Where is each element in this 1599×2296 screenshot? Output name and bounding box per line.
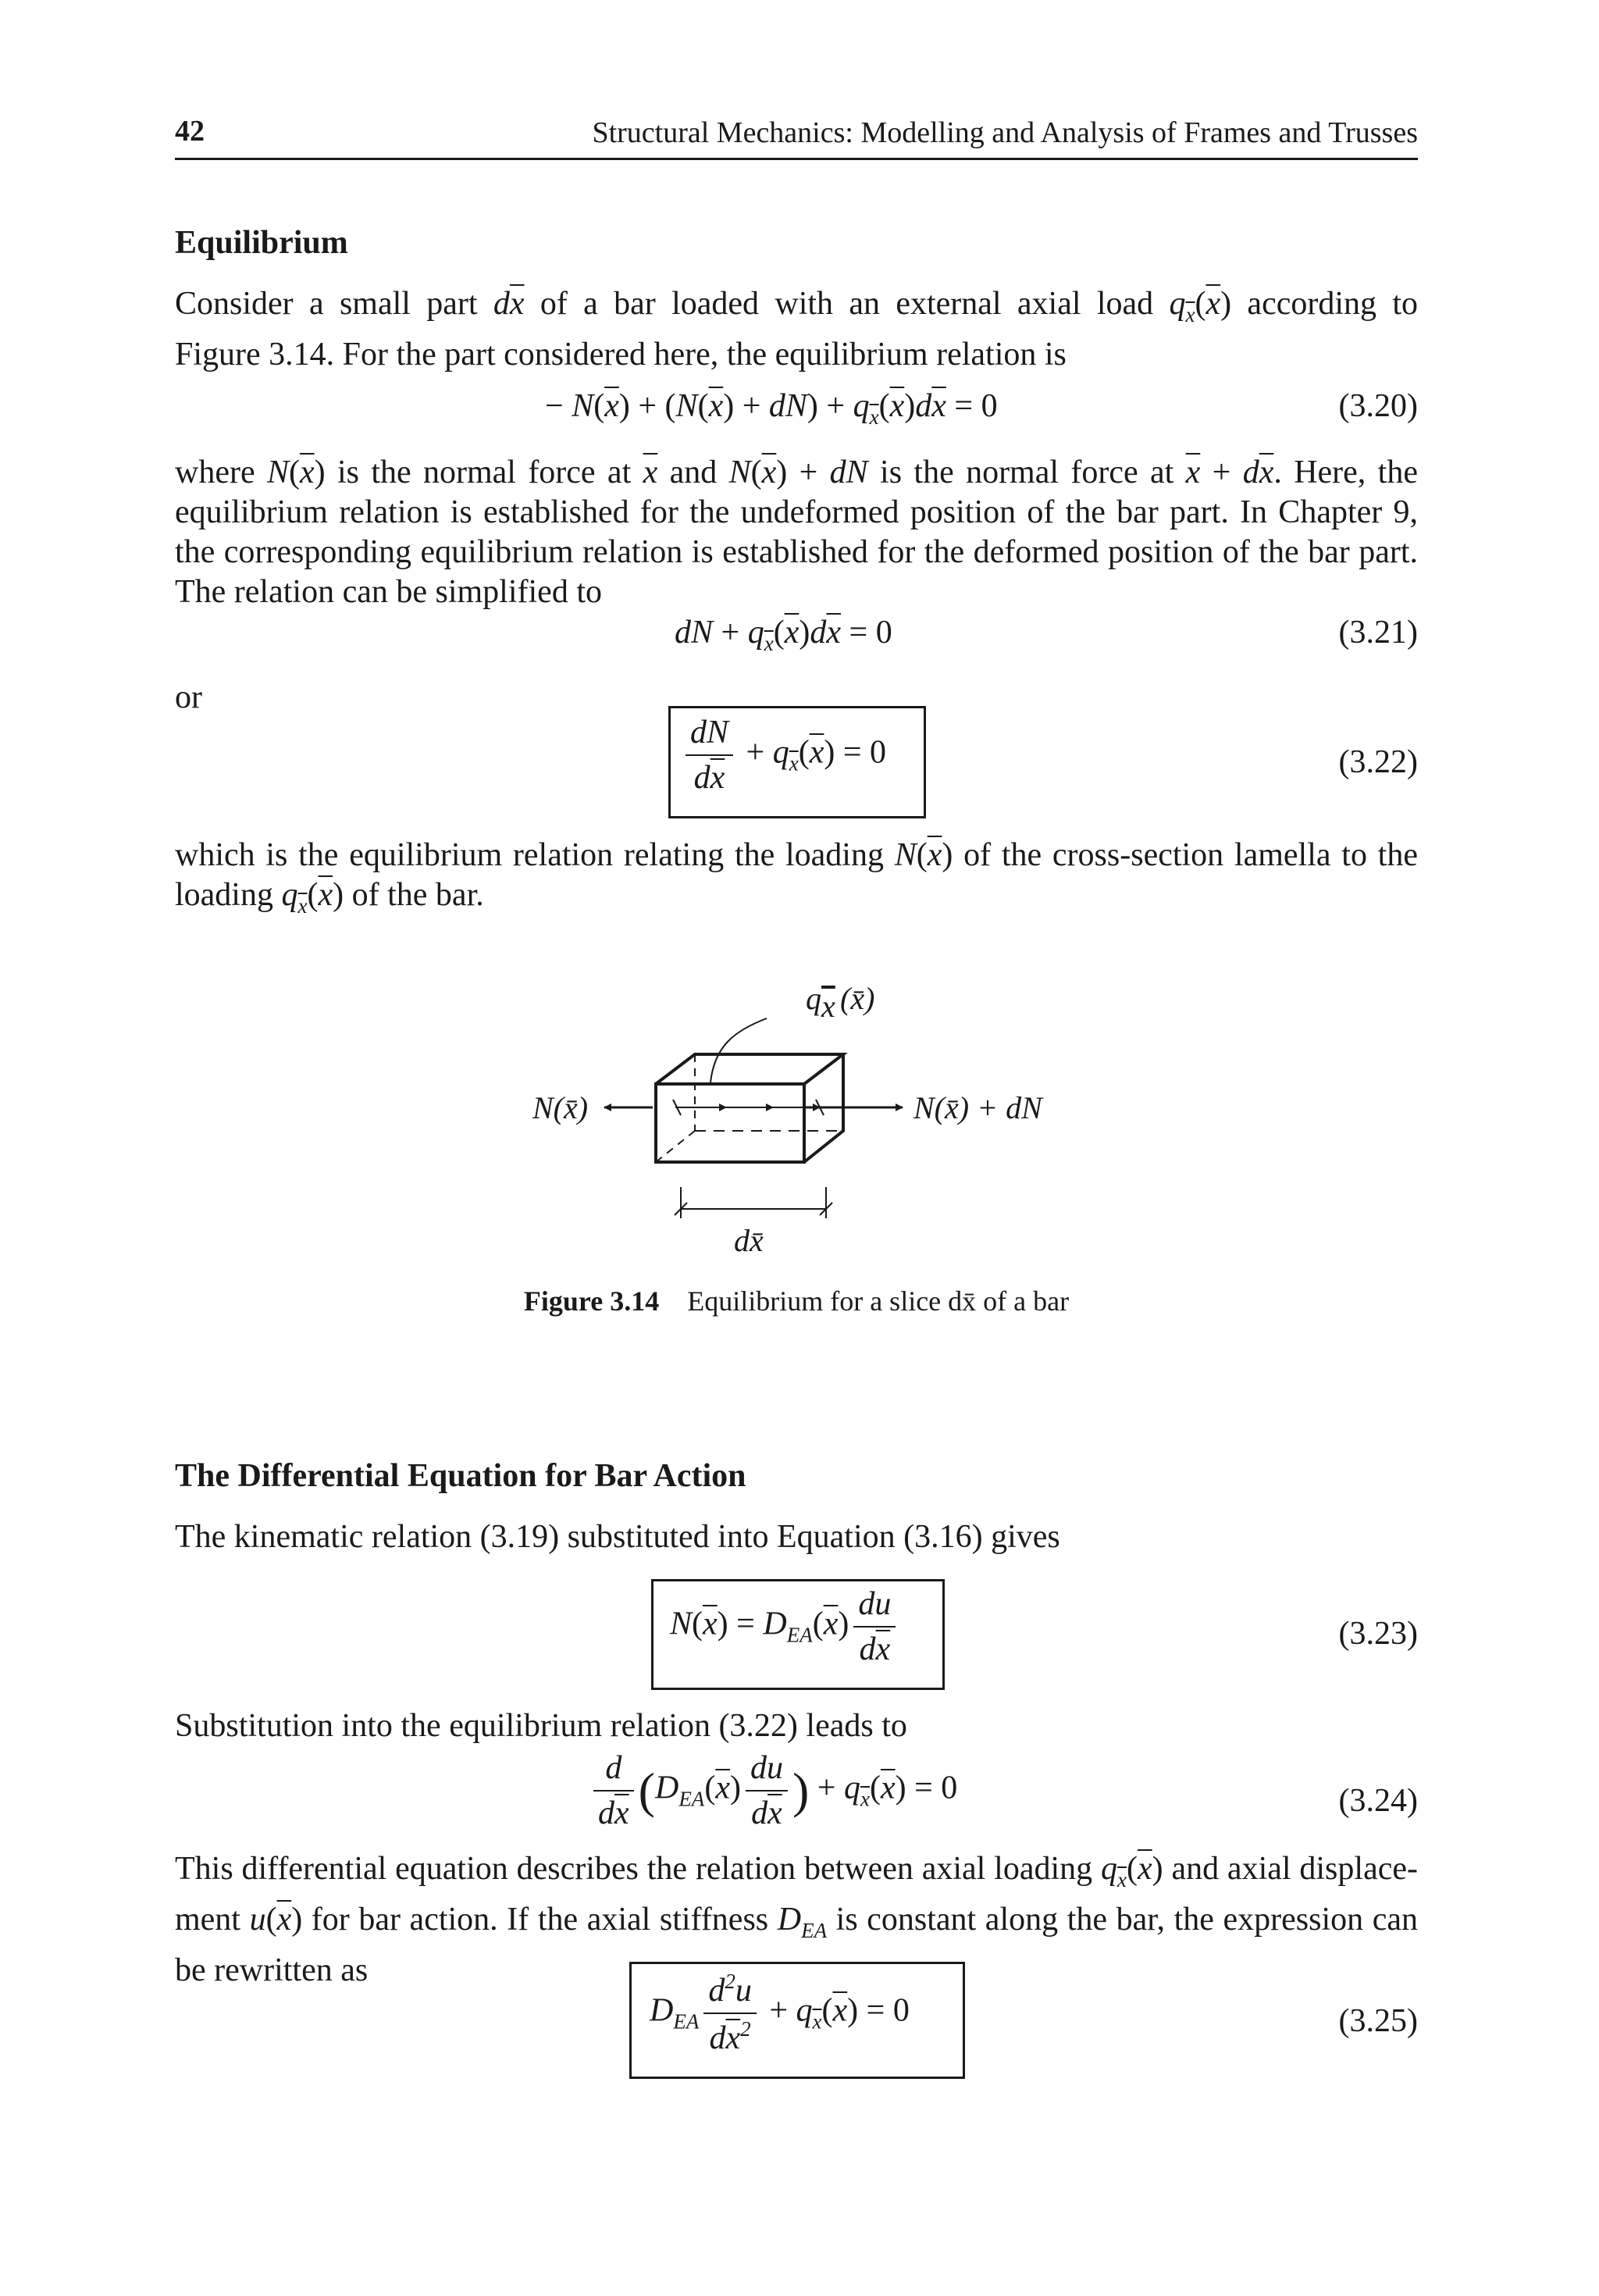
equation-body: $\frac{dN}{d\overline{x}}$ + $q_{\overline{x}}(\overline{x}) = 0$ [681, 714, 886, 797]
text-line: The relation can be simplified to [175, 574, 602, 610]
text-line: which is the equilibrium relation relating the loading $N(\overline{x})$ of the cross-section lamella to the [175, 837, 1418, 873]
text-line: loading $q_{\overline{x}}(\overline{x})$ of the bar. [175, 877, 484, 918]
section-heading-equilibrium: Equilibrium [175, 225, 348, 261]
slice-front-face [656, 1084, 804, 1162]
paragraph-substitution: Substitution into the equilibrium relation (3.22) leads to [175, 1708, 907, 1744]
equation-number: (3.25) [1338, 2003, 1418, 2039]
label-distributed-load: q [806, 981, 821, 1016]
paragraph-equilibrium-lamella [175, 836, 1418, 926]
caption-tag: Figure 3.14 [523, 1285, 660, 1317]
running-header [175, 114, 1418, 160]
running-title: Structural Mechanics: Modelling and Analysis of Frames and Trusses [592, 116, 1418, 149]
equation-body: dN + $q_{\overline{x}}(\overline{x})d\overline{x} = 0$ [675, 615, 892, 655]
label-distributed-load-arg: (x̄) [840, 981, 875, 1016]
load-leader-line [710, 1018, 767, 1082]
equation-body: $\frac{d}{d\overline{x}}$ ($D_{EA}(\overline{x})$ $\frac{du}{d\overline{x}}$ ) + $q_{\overline{x}}(\overline{x}) = 0$ [589, 1749, 957, 1832]
text-line: Consider a small part $d\overline{x}$ of a bar loaded with an external axial load $q_{\overline{x}}(\overline{x})$ according to [175, 286, 1419, 326]
equation-body: − $N(\overline{x}) + (N(\overline{x}) + dN) + q_{\overline{x}}(\overline{x})d\overline{x} = 0$ [545, 388, 998, 429]
label-normal-force-right: N(x̄) + dN [913, 1090, 1042, 1125]
label-distributed-load-subscript: x [821, 989, 835, 1024]
text-line: the corresponding equilibrium relation is established for the deformed position of the bar part. [175, 534, 1418, 570]
text-line: equilibrium relation is established for the undeformed position of the bar part. In Chapter 9, [175, 494, 1418, 530]
text-line: ment $u(\overline{x})$ for bar action. If the axial stiffness $D_{EA}$ is constant along the bar, the expression can [175, 1902, 1418, 1942]
label-normal-force-left: N(x̄) [532, 1090, 589, 1125]
text-line: Figure 3.14. For the part considered here, the equilibrium relation is [175, 337, 1067, 373]
bar-slice-figure [500, 961, 1109, 1273]
equation-number: (3.20) [1338, 388, 1418, 424]
equation-body: $N(\overline{x}) = D_{EA}(\overline{x})$ $\frac{du}{d\overline{x}}$ [670, 1585, 900, 1668]
equation-number: (3.23) [1338, 1616, 1418, 1652]
text-line: This differential equation describes the relation between axial loading $q_{\overline{x}}(\overline{x})$ and axial displace- [175, 1851, 1418, 1891]
equation-number: (3.21) [1338, 615, 1418, 651]
equation-body: $D_{EA}$ $\frac{d^2u}{d\overline{x}^2}$ + $q_{\overline{x}}(\overline{x}) = 0$ [650, 1970, 910, 2056]
label-slice-width: dx̄ [734, 1223, 764, 1258]
text-line: be rewritten as [175, 1952, 369, 1988]
figure-caption [175, 1285, 1418, 1317]
connector-text: or [175, 679, 202, 715]
slice-top-face [656, 1054, 843, 1084]
equation-number: (3.24) [1338, 1783, 1418, 1819]
section-heading-differential-equation: The Differential Equation for Bar Action [175, 1458, 746, 1494]
paragraph-equilibrium-normal-force [175, 453, 1418, 612]
equation-number: (3.22) [1338, 744, 1418, 780]
text-line: where $N(\overline{x})$ is the normal force at $\overline{x}$ and $N(\overline{x})$ + dN is the normal force at $\overline{x} + d\overline{x}$. Here, the [175, 455, 1418, 490]
paragraph-kinematic: The kinematic relation (3.19) substituted into Equation (3.16) gives [175, 1519, 1060, 1555]
paragraph-equilibrium-intro [175, 284, 1418, 375]
caption-text: Equilibrium for a slice dx̄ of a bar [687, 1285, 1070, 1317]
page-number: 42 [175, 115, 205, 148]
hidden-edge [656, 1131, 695, 1162]
